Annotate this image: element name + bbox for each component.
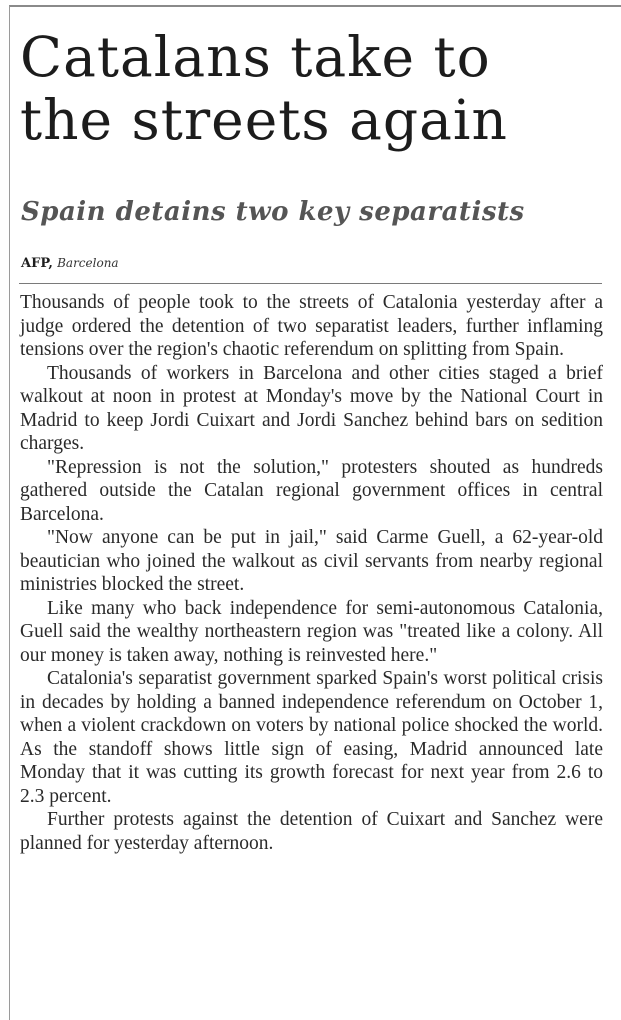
paragraph-6: Catalonia's separatist government sparked Spain's worst political crisis in decades by holding a banned independence referendum on October 1, when a violent crackdown on voters by national police shocked the world. As the standoff shows little sign of easing, Madrid announced late Monday that it was cutting its growth forecast for next year from 2.6 to 2.3 percent.	[20, 668, 603, 807]
byline-place: Barcelona	[57, 256, 119, 270]
paragraph-2: Thousands of workers in Barcelona and other cities staged a brief walkout at noon in protest at Monday's move by the National Court in Madrid to keep Jordi Cuixart and Jordi Sanchez behind bars on sedition charges.	[20, 362, 603, 454]
subheadline: Spain detains two key separatists	[21, 197, 525, 227]
article-body	[20, 291, 603, 855]
byline	[21, 254, 119, 273]
paragraph-4: "Now anyone can be put in jail," said Carme Guell, a 62-year-old beautician who joined the walkout as civil servants from nearby regional ministries blocked the street.	[20, 527, 603, 595]
byline-divider	[19, 283, 602, 284]
headline-line-1: Catalans take to	[20, 25, 491, 89]
paragraph-7: Further protests against the detention of Cuixart and Sanchez were planned for yesterday afternoon.	[20, 809, 603, 854]
byline-agency: AFP,	[21, 256, 53, 271]
paragraph-5: Like many who back independence for semi-autonomous Catalonia, Guell said the wealthy northeastern region was "treated like a colony. All our money is taken away, nothing is reinvested here."	[20, 597, 603, 666]
paragraph-3: "Repression is not the solution," protesters shouted as hundreds gathered outside the Catalan regional government offices in central Barcelona.	[20, 456, 603, 525]
headline	[20, 26, 610, 152]
paragraph-1: Thousands of people took to the streets of Catalonia yesterday after a judge ordered the detention of two separatist leaders, further inflaming tensions over the region's chaotic referendum on splitting from Spain.	[20, 292, 603, 360]
headline-line-2: the streets again	[20, 88, 508, 152]
